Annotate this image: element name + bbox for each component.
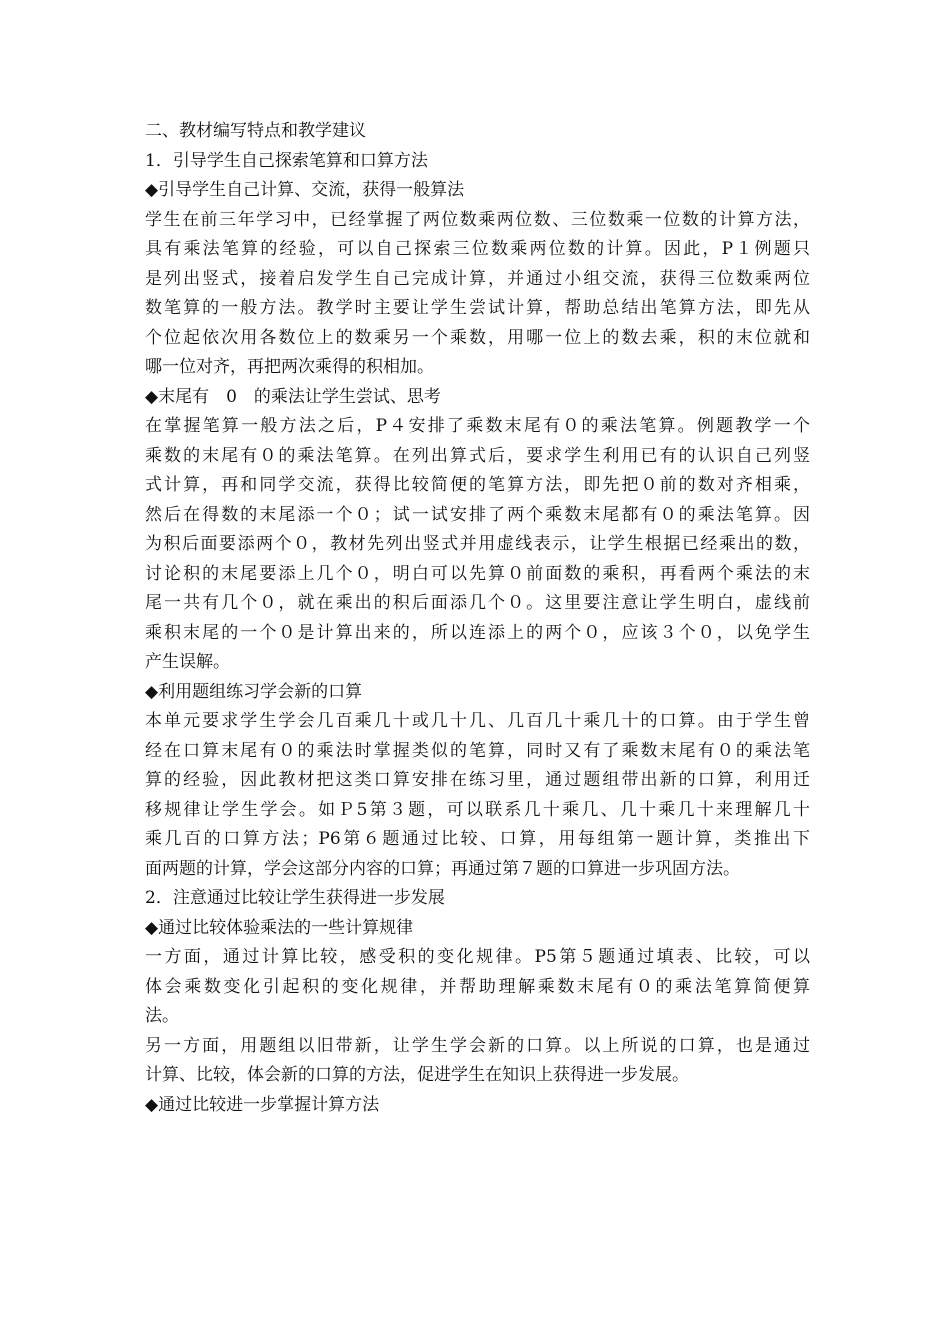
paragraph-line: 一方面，通过计算比较，感受积的变化规律。P5第５题通过填表、比较，可以 xyxy=(145,947,810,967)
paragraph-line: 式计算，再和同学交流，获得比较简便的笔算方法，即先把０前的数对齐相乘， xyxy=(145,475,810,495)
paragraph-line: 具有乘法笔算的经验，可以自己探索三位数乘两位数的计算。因此，P１例题只 xyxy=(145,239,810,259)
paragraph-line: 移规律让学生学会。如Ｐ5第３题，可以联系几十乘几、几十乘几十来理解几十 xyxy=(145,799,810,820)
bullet-heading: ◆通过比较体验乘法的一些计算规律 xyxy=(145,917,414,938)
paragraph-line: 产生误解。 xyxy=(145,652,230,672)
paragraph-line: 经在口算末尾有０的乘法时掌握类似的笔算，同时又有了乘数末尾有０的乘法笔 xyxy=(145,740,810,761)
paragraph-line: 本单元要求学生学会几百乘几十或几十几、几百几十乘几十的口算。由于学生曾 xyxy=(145,711,810,731)
paragraph-line: 学生在前三年学习中，已经掌握了两位数乘两位数、三位数乘一位数的计算方法， xyxy=(145,209,810,230)
paragraph-line: 计算、比较，体会新的口算的方法，促进学生在知识上获得进一步发展。 xyxy=(145,1065,689,1085)
subsection-heading: 1．引导学生自己探索笔算和口算方法 xyxy=(145,150,428,171)
paragraph-line: 乘几百的口算方法；P6第６题通过比较、口算，用每组第一题计算，类推出下 xyxy=(145,829,810,849)
paragraph-line: 哪一位对齐，再把两次乘得的积相加。 xyxy=(145,357,434,377)
paragraph-line: 另一方面，用题组以旧带新，让学生学会新的口算。以上所说的口算，也是通过 xyxy=(145,1035,810,1056)
paragraph-line: 数笔算的一般方法。教学时主要让学生尝试计算，帮助总结出笔算方法，即先从 xyxy=(145,298,810,318)
bullet-heading: ◆利用题组练习学会新的口算 xyxy=(145,681,363,702)
paragraph-line: 个位起依次用各数位上的数乘另一个乘数，用哪一位上的数去乘，积的末位就和 xyxy=(145,327,810,348)
paragraph-line: 面两题的计算，学会这部分内容的口算；再通过第７题的口算进一步巩固方法。 xyxy=(145,858,740,879)
bullet-heading: ◆末尾有 0 的乘法让学生尝试、思考 xyxy=(145,386,441,407)
paragraph-line: 然后在得数的末尾添一个０；试一试安排了两个乘数末尾都有０的乘法笔算。因 xyxy=(145,504,810,525)
paragraph-line: 法。 xyxy=(145,1006,179,1026)
bullet-heading: ◆通过比较进一步掌握计算方法 xyxy=(145,1094,380,1115)
subsection-heading: 2．注意通过比较让学生获得进一步发展 xyxy=(145,888,445,908)
paragraph-line: 讨论积的末尾要添上几个０，明白可以先算０前面数的乘积，再看两个乘法的末 xyxy=(145,563,810,584)
paragraph-line: 算的经验，因此教材把这类口算安排在练习里，通过题组带出新的口算，利用迁 xyxy=(145,770,810,790)
paragraph-line: 尾一共有几个０，就在乘出的积后面添几个０。这里要注意让学生明白，虚线前 xyxy=(145,593,810,613)
document-body xyxy=(145,117,810,1120)
section-heading: 二、教材编写特点和教学建议 xyxy=(145,121,366,141)
paragraph-line: 乘数的末尾有０的乘法笔算。在列出算式后，要求学生利用已有的认识自己列竖 xyxy=(145,445,810,466)
paragraph-line: 乘积末尾的一个０是计算出来的，所以连添上的两个０，应该３个０，以免学生 xyxy=(145,622,810,643)
bullet-heading: ◆引导学生自己计算、交流，获得一般算法 xyxy=(145,180,465,200)
paragraph-line: 是列出竖式，接着启发学生自己完成计算，并通过小组交流，获得三位数乘两位 xyxy=(145,268,810,289)
paragraph-line: 体会乘数变化引起积的变化规律，并帮助理解乘数末尾有０的乘法笔算简便算 xyxy=(145,976,810,997)
paragraph-line: 为积后面要添两个０，教材先列出竖式并用虚线表示，让学生根据已经乘出的数， xyxy=(145,534,810,554)
paragraph-line: 在掌握笔算一般方法之后，P４安排了乘数末尾有０的乘法笔算。例题教学一个 xyxy=(145,416,810,436)
